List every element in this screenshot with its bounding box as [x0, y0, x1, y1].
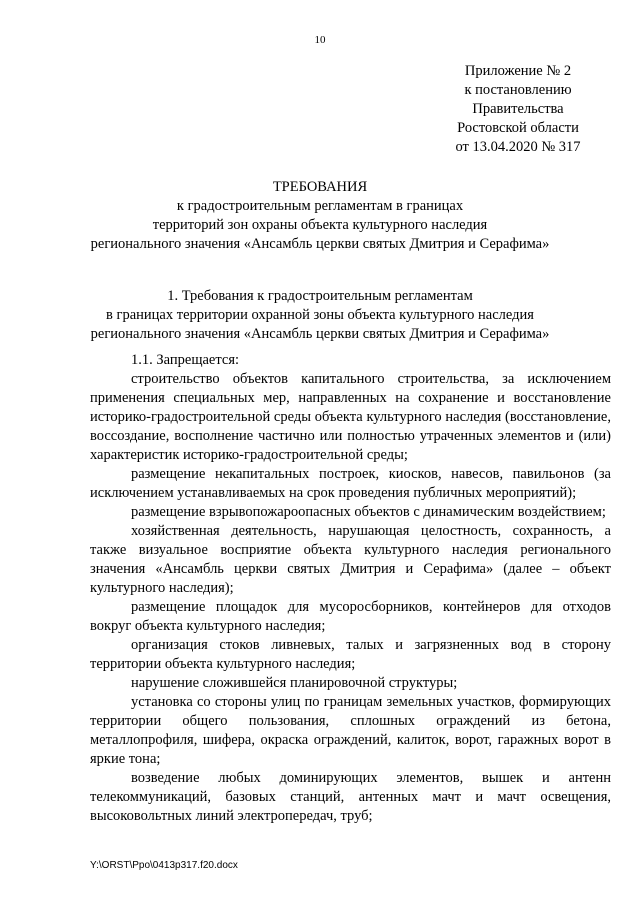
- appendix-line: Приложение № 2: [464, 63, 572, 79]
- section-heading: [0, 287, 640, 344]
- title-line: территорий зон охраны объекта культурного наследия: [152, 217, 488, 233]
- appendix-line: к постановлению: [464, 82, 572, 98]
- title-line: к градостроительным регламентам в границах: [176, 198, 464, 214]
- section-line: 1. Требования к градостроительным регламентам: [167, 288, 473, 304]
- list-item: хозяйственная деятельность, нарушающая целостность, сохранность, а также визуальное восприятие объекта культурного наследия регионального значения «Ансамбль церкви святых Дмитрия и Серафима» (далее – объект культурного наследия);: [90, 523, 611, 596]
- page-number: 10: [314, 34, 326, 46]
- list-item: размещение площадок для мусоросборников, контейнеров для отходов вокруг объекта культурного наследия;: [90, 599, 611, 634]
- list-item: строительство объектов капитального строительства, за исключением применения специальных мер, направленных на сохранение и восстановление историко-градостроительной среды объекта культурного наследия (восстановление, воссоздание, восполнение частично или полностью утраченных элементов и (или) характеристик историко-градостроительной среды;: [90, 371, 611, 463]
- clause-heading: 1.1. Запрещается:: [131, 352, 240, 368]
- appendix-header: [428, 62, 608, 157]
- document-title: [0, 178, 640, 254]
- list-item: размещение взрывопожароопасных объектов с динамическим воздействием;: [131, 504, 606, 520]
- list-item: размещение некапитальных построек, киосков, навесов, павильонов (за исключением устанавливаемых на срок проведения публичных мероприятий);: [90, 466, 611, 501]
- list-item: установка со стороны улиц по границам земельных участков, формирующих территории общего пользования, сплошных ограждений из бетона, металлопрофиля, шифера, окраска ограждений, калиток, ворот, гаражных ворот в яркие тона;: [90, 694, 611, 767]
- title-heading: ТРЕБОВАНИЯ: [272, 179, 368, 195]
- document-body: [90, 351, 611, 826]
- section-line: в границах территории охранной зоны объекта культурного наследия: [106, 307, 534, 323]
- section-line: регионального значения «Ансамбль церкви святых Дмитрия и Серафима»: [90, 326, 550, 342]
- footer-file-path: Y:\ORST\Ppo\0413p317.f20.docx: [90, 860, 238, 871]
- appendix-line: Правительства: [472, 101, 564, 117]
- list-item: нарушение сложившейся планировочной структуры;: [131, 675, 458, 691]
- list-item: возведение любых доминирующих элементов, вышек и антенн телекоммуникаций, базовых станций, антенных мачт и мачт освещения, высоковольтных линий электропередач, труб;: [90, 770, 611, 824]
- title-line: регионального значения «Ансамбль церкви святых Дмитрия и Серафима»: [90, 236, 550, 252]
- appendix-line: Ростовской области: [457, 120, 579, 136]
- appendix-line: от 13.04.2020 № 317: [455, 139, 581, 155]
- list-item: организация стоков ливневых, талых и загрязненных вод в сторону территории объекта культурного наследия;: [90, 637, 611, 672]
